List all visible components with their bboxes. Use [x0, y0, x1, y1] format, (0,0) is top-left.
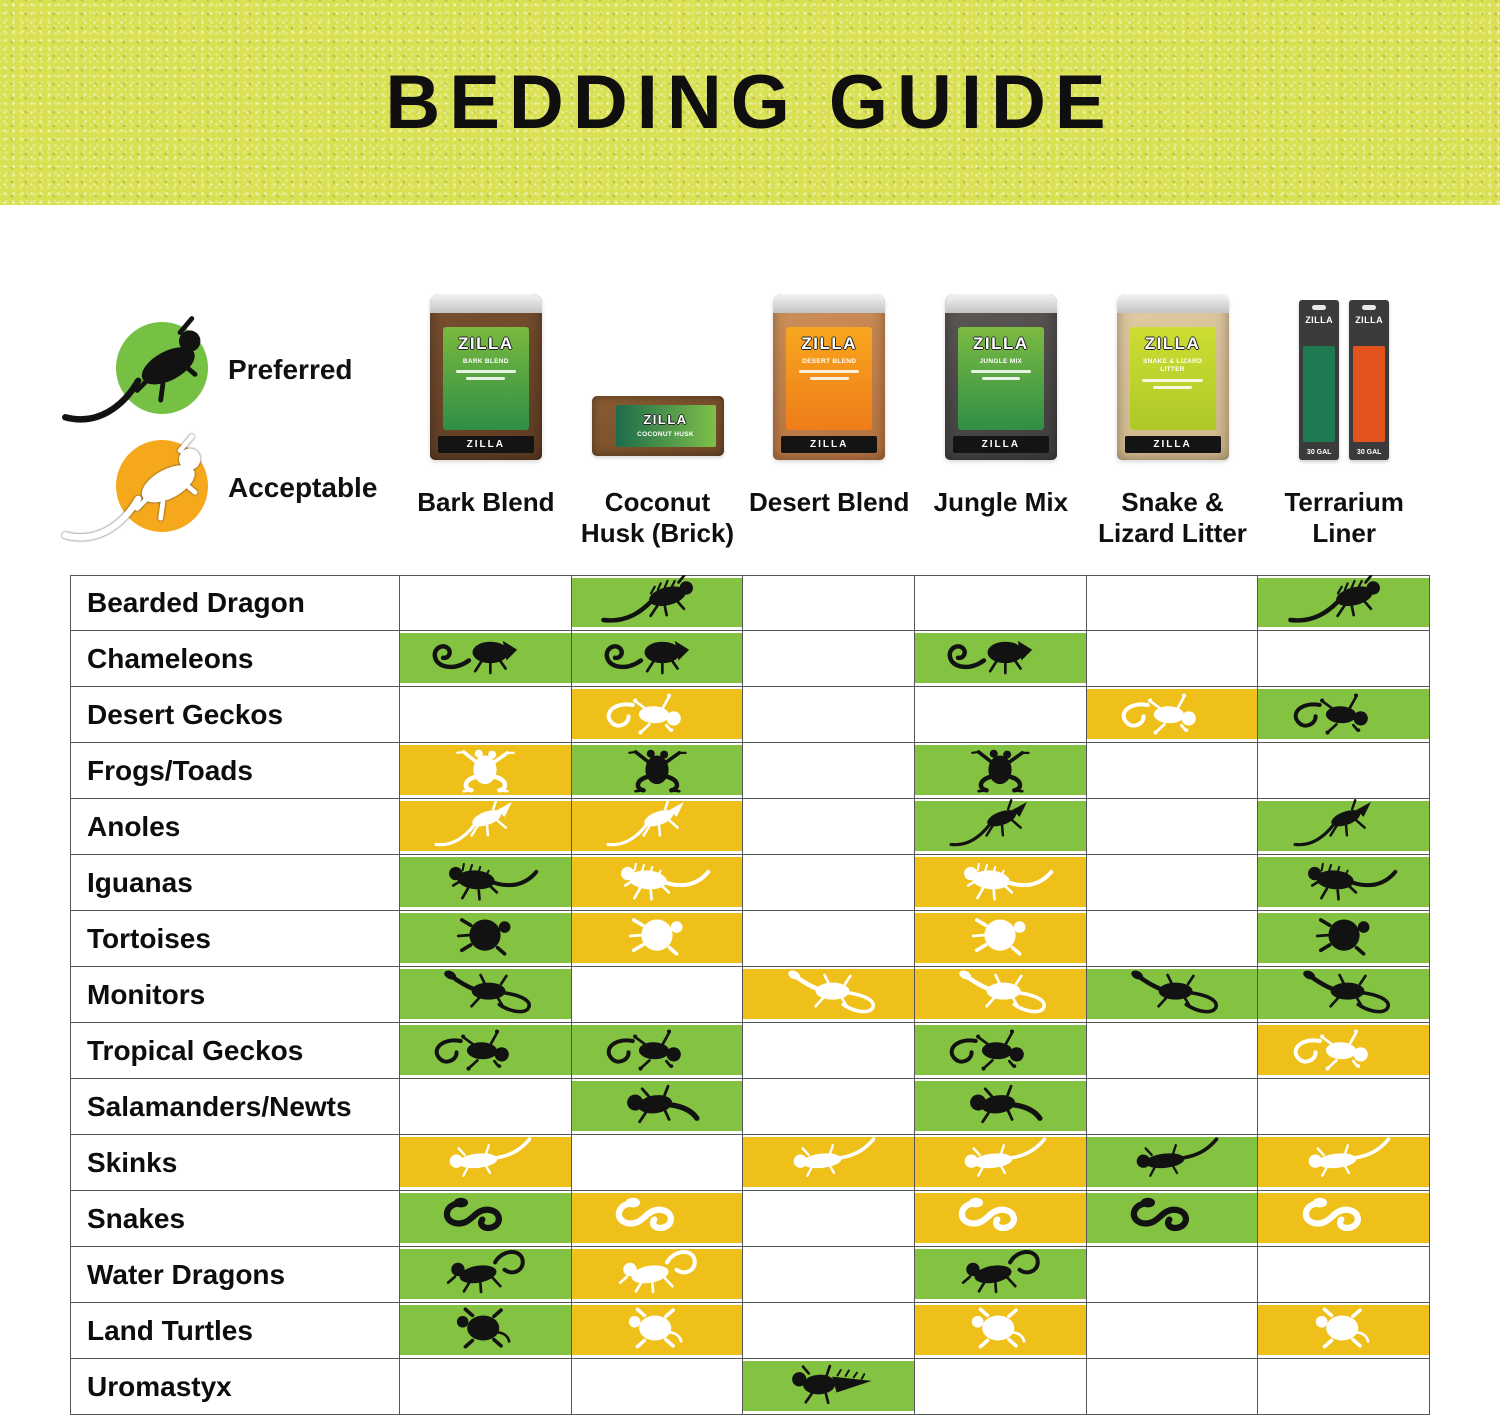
preferred-cell-fill — [400, 857, 571, 907]
preferred-cell-fill — [572, 745, 743, 795]
label-text-bar — [982, 377, 1021, 380]
acceptable-cell-fill — [1258, 1193, 1429, 1243]
preferred-cell-fill — [1258, 801, 1429, 851]
acceptable-cell-fill — [572, 1249, 743, 1299]
cell-monitors-desert-blend — [743, 967, 915, 1023]
turtle-icon — [1278, 1303, 1410, 1358]
pack-name-label: DESERT BLEND — [802, 358, 857, 365]
preferred-cell-fill — [1087, 1137, 1258, 1187]
monitor-icon — [1106, 967, 1238, 1022]
gecko-icon — [591, 687, 723, 742]
cell-tortoises-terrarium-liner — [1258, 911, 1430, 967]
preferred-cell-fill — [400, 1249, 571, 1299]
cell-water-dragons-coconut-husk-brick — [572, 1247, 744, 1303]
cell-iguanas-terrarium-liner — [1258, 855, 1430, 911]
cell-tortoises-snake-lizard-litter — [1087, 911, 1259, 967]
cell-uromastyx-snake-lizard-litter — [1087, 1359, 1259, 1415]
column-header-bark-blend: Bark Blend — [417, 487, 555, 517]
row-label-water-dragons: Water Dragons — [70, 1247, 400, 1303]
bag-crinkle-top — [430, 294, 542, 313]
cell-water-dragons-desert-blend — [743, 1247, 915, 1303]
frog-icon — [591, 743, 723, 798]
column-header-coconut-husk-brick: Coconut Husk (Brick) — [580, 487, 735, 549]
snake-icon — [591, 1191, 723, 1246]
cell-salamanders-newts-bark-blend — [400, 1079, 572, 1135]
preferred-cell-fill — [915, 745, 1086, 795]
cell-land-turtles-desert-blend — [743, 1303, 915, 1359]
zilla-wordmark: ZILLA — [466, 439, 505, 450]
page-title: BEDDING GUIDE — [385, 60, 1115, 145]
preferred-cell-fill — [400, 969, 571, 1019]
acceptable-label: Acceptable — [228, 472, 378, 503]
preferred-cell-fill — [400, 1305, 571, 1355]
cell-land-turtles-snake-lizard-litter — [1087, 1303, 1259, 1359]
bag-label — [958, 327, 1044, 430]
frog-icon — [419, 743, 551, 798]
column-header-jungle-mix: Jungle Mix — [933, 487, 1069, 517]
cell-anoles-desert-blend — [743, 799, 915, 855]
acceptable-cell-fill — [572, 801, 743, 851]
cell-bearded-dragon-coconut-husk-brick — [572, 575, 744, 631]
cell-frogs-toads-terrarium-liner — [1258, 743, 1430, 799]
cell-tropical-geckos-snake-lizard-litter — [1087, 1023, 1259, 1079]
cell-bearded-dragon-jungle-mix — [915, 575, 1087, 631]
cell-tortoises-bark-blend — [400, 911, 572, 967]
turtle-icon — [419, 1303, 551, 1358]
zilla-wordmark: ZILLA — [810, 439, 849, 450]
preferred-cell-fill — [1258, 857, 1429, 907]
cell-iguanas-coconut-husk-brick — [572, 855, 744, 911]
cell-skinks-terrarium-liner — [1258, 1135, 1430, 1191]
cell-anoles-jungle-mix — [915, 799, 1087, 855]
legend — [82, 320, 402, 556]
gecko-icon — [419, 1023, 551, 1078]
cell-anoles-bark-blend — [400, 799, 572, 855]
cell-land-turtles-bark-blend — [400, 1303, 572, 1359]
cell-monitors-terrarium-liner — [1258, 967, 1430, 1023]
water-dragon-icon — [419, 1247, 551, 1302]
cell-anoles-terrarium-liner — [1258, 799, 1430, 855]
label-text-bar — [456, 370, 516, 373]
bag-crinkle-top — [1117, 294, 1229, 313]
monitor-icon — [419, 967, 551, 1022]
acceptable-cell-fill — [400, 1137, 571, 1187]
iguana-icon — [934, 855, 1066, 910]
bearded-dragon-icon — [591, 575, 723, 630]
iguana-icon — [1278, 855, 1410, 910]
preferred-cell-fill — [1258, 578, 1429, 627]
anole-icon — [419, 799, 551, 854]
monitor-icon — [1278, 967, 1410, 1022]
cell-water-dragons-snake-lizard-litter — [1087, 1247, 1259, 1303]
cell-land-turtles-coconut-husk-brick — [572, 1303, 744, 1359]
skink-icon — [934, 1135, 1066, 1190]
preferred-cell-fill — [915, 633, 1086, 683]
zilla-wordmark: ZILLA — [973, 334, 1029, 353]
cell-skinks-desert-blend — [743, 1135, 915, 1191]
monitor-icon — [763, 967, 895, 1022]
pack-name-label: SNAKE & LIZARD LITTER — [1142, 358, 1203, 374]
preferred-cell-fill — [400, 1025, 571, 1075]
label-text-bar — [1142, 379, 1202, 382]
column-header-snake-lizard-litter: Snake & Lizard Litter — [1098, 487, 1247, 549]
cell-tortoises-jungle-mix — [915, 911, 1087, 967]
coconut-husk-brick-image — [592, 396, 724, 456]
tortoise-icon — [1278, 911, 1410, 966]
row-label-snakes: Snakes — [70, 1191, 400, 1247]
cell-frogs-toads-snake-lizard-litter — [1087, 743, 1259, 799]
acceptable-cell-fill — [915, 857, 1086, 907]
row-label-iguanas: Iguanas — [70, 855, 400, 911]
cell-anoles-snake-lizard-litter — [1087, 799, 1259, 855]
cell-iguanas-jungle-mix — [915, 855, 1087, 911]
cell-skinks-bark-blend — [400, 1135, 572, 1191]
cell-uromastyx-bark-blend — [400, 1359, 572, 1415]
cell-water-dragons-terrarium-liner — [1258, 1247, 1430, 1303]
cell-salamanders-newts-snake-lizard-litter — [1087, 1079, 1259, 1135]
preferred-cell-fill — [572, 578, 743, 627]
label-text-bar — [466, 377, 505, 380]
cell-iguanas-desert-blend — [743, 855, 915, 911]
preferred-cell-fill — [400, 913, 571, 963]
acceptable-lizard-icon — [50, 428, 250, 546]
row-label-skinks: Skinks — [70, 1135, 400, 1191]
bag-label — [443, 327, 529, 430]
preferred-cell-fill — [1087, 969, 1258, 1019]
cell-uromastyx-coconut-husk-brick — [572, 1359, 744, 1415]
row-label-frogs-toads: Frogs/Toads — [70, 743, 400, 799]
frog-icon — [934, 743, 1066, 798]
anole-icon — [591, 799, 723, 854]
cell-bearded-dragon-terrarium-liner — [1258, 575, 1430, 631]
product-coconut-husk-brick — [572, 280, 744, 460]
cell-salamanders-newts-coconut-husk-brick — [572, 1079, 744, 1135]
acceptable-cell-fill — [572, 1193, 743, 1243]
acceptable-cell-fill — [400, 801, 571, 851]
cell-snakes-desert-blend — [743, 1191, 915, 1247]
acceptable-cell-fill — [572, 857, 743, 907]
acceptable-cell-fill — [572, 913, 743, 963]
preferred-cell-fill — [572, 633, 743, 683]
acceptable-cell-fill — [1258, 1137, 1429, 1187]
turtle-icon — [591, 1303, 723, 1358]
preferred-cell-fill — [1258, 913, 1429, 963]
chameleon-icon — [934, 631, 1066, 686]
acceptable-cell-fill — [743, 969, 914, 1019]
cell-frogs-toads-desert-blend — [743, 743, 915, 799]
cell-monitors-jungle-mix — [915, 967, 1087, 1023]
gecko-icon — [1278, 687, 1410, 742]
row-label-tropical-geckos: Tropical Geckos — [70, 1023, 400, 1079]
gecko-icon — [1106, 687, 1238, 742]
preferred-cell-fill — [915, 1025, 1086, 1075]
row-label-bearded-dragon: Bearded Dragon — [70, 575, 400, 631]
title-banner — [0, 0, 1500, 205]
cell-salamanders-newts-desert-blend — [743, 1079, 915, 1135]
label-text-bar — [971, 370, 1031, 373]
bag-bottom-band — [953, 436, 1049, 453]
chameleon-icon — [591, 631, 723, 686]
cell-tropical-geckos-desert-blend — [743, 1023, 915, 1079]
cell-skinks-coconut-husk-brick — [572, 1135, 744, 1191]
cell-monitors-snake-lizard-litter — [1087, 967, 1259, 1023]
skink-icon — [1278, 1135, 1410, 1190]
product-jungle-mix — [915, 280, 1087, 460]
product-bark-blend — [400, 280, 572, 460]
skink-icon — [763, 1135, 895, 1190]
zilla-wordmark: ZILLA — [458, 334, 514, 353]
zilla-wordmark: ZILLA — [643, 412, 688, 428]
cell-tortoises-coconut-husk-brick — [572, 911, 744, 967]
preferred-cell-fill — [1258, 969, 1429, 1019]
row-label-monitors: Monitors — [70, 967, 400, 1023]
acceptable-cell-fill — [572, 689, 743, 739]
label-text-bar — [810, 377, 849, 380]
row-label-uromastyx: Uromastyx — [70, 1359, 400, 1415]
bag-bottom-band — [781, 436, 877, 453]
acceptable-cell-fill — [915, 1305, 1086, 1355]
preferred-cell-fill — [572, 1081, 743, 1131]
liner-box — [1349, 300, 1389, 460]
snake-icon — [419, 1191, 551, 1246]
cell-frogs-toads-bark-blend — [400, 743, 572, 799]
pack-name-label: COCONUT HUSK — [637, 431, 694, 439]
cell-chameleons-bark-blend — [400, 631, 572, 687]
zilla-wordmark: ZILLA — [801, 334, 857, 353]
cell-iguanas-bark-blend — [400, 855, 572, 911]
products-row — [400, 280, 1430, 460]
cell-skinks-snake-lizard-litter — [1087, 1135, 1259, 1191]
tortoise-icon — [419, 911, 551, 966]
cell-tropical-geckos-terrarium-liner — [1258, 1023, 1430, 1079]
row-label-chameleons: Chameleons — [70, 631, 400, 687]
acceptable-cell-fill — [915, 1137, 1086, 1187]
preferred-cell-fill — [915, 1081, 1086, 1131]
cell-desert-geckos-jungle-mix — [915, 687, 1087, 743]
snake-icon — [1278, 1191, 1410, 1246]
cell-salamanders-newts-jungle-mix — [915, 1079, 1087, 1135]
cell-frogs-toads-jungle-mix — [915, 743, 1087, 799]
pack-name-label: JUNGLE MIX — [979, 358, 1023, 365]
skink-icon — [419, 1135, 551, 1190]
liner-box — [1299, 300, 1339, 460]
liner-size-label: 30 GAL — [1306, 449, 1332, 456]
bag-label — [786, 327, 872, 430]
hang-tab — [1362, 305, 1376, 310]
cell-iguanas-snake-lizard-litter — [1087, 855, 1259, 911]
anole-icon — [934, 799, 1066, 854]
preferred-cell-fill — [1087, 1193, 1258, 1243]
bag-bottom-band — [1125, 436, 1221, 453]
cell-desert-geckos-bark-blend — [400, 687, 572, 743]
pack-name-label: BARK BLEND — [462, 358, 509, 365]
preferred-lizard-icon — [50, 310, 250, 428]
bark-blend-bag-image — [430, 294, 542, 460]
cell-chameleons-desert-blend — [743, 631, 915, 687]
snake-icon — [1106, 1191, 1238, 1246]
cell-chameleons-snake-lizard-litter — [1087, 631, 1259, 687]
snake-lizard-litter-bag-image — [1117, 294, 1229, 460]
salamander-icon — [591, 1079, 723, 1134]
cell-desert-geckos-coconut-husk-brick — [572, 687, 744, 743]
label-text-bar — [799, 370, 859, 373]
anole-icon — [1278, 799, 1410, 854]
column-headers — [400, 487, 1430, 549]
cell-salamanders-newts-terrarium-liner — [1258, 1079, 1430, 1135]
zilla-wordmark: ZILLA — [981, 439, 1020, 450]
bag-crinkle-top — [945, 294, 1057, 313]
preferred-cell-fill — [743, 1361, 914, 1411]
acceptable-cell-fill — [915, 1193, 1086, 1243]
acceptable-cell-fill — [1258, 1025, 1429, 1075]
hang-tab — [1312, 305, 1326, 310]
preferred-cell-fill — [400, 1193, 571, 1243]
cell-chameleons-coconut-husk-brick — [572, 631, 744, 687]
product-terrarium-liner — [1258, 280, 1430, 460]
iguana-icon — [419, 855, 551, 910]
cell-tortoises-desert-blend — [743, 911, 915, 967]
acceptable-cell-fill — [915, 969, 1086, 1019]
gecko-icon — [1278, 1023, 1410, 1078]
cell-tropical-geckos-jungle-mix — [915, 1023, 1087, 1079]
preferred-cell-fill — [915, 801, 1086, 851]
zilla-wordmark: ZILLA — [1355, 315, 1384, 325]
legend-preferred — [82, 320, 402, 422]
cell-tropical-geckos-coconut-husk-brick — [572, 1023, 744, 1079]
zilla-wordmark: ZILLA — [1144, 334, 1201, 353]
row-label-anoles: Anoles — [70, 799, 400, 855]
label-text-bar — [1153, 386, 1192, 389]
cell-uromastyx-jungle-mix — [915, 1359, 1087, 1415]
liner-color-panel — [1303, 346, 1335, 442]
skink-icon — [1106, 1135, 1238, 1190]
cell-chameleons-terrarium-liner — [1258, 631, 1430, 687]
tortoise-icon — [934, 911, 1066, 966]
cell-land-turtles-terrarium-liner — [1258, 1303, 1430, 1359]
cell-tropical-geckos-bark-blend — [400, 1023, 572, 1079]
cell-desert-geckos-snake-lizard-litter — [1087, 687, 1259, 743]
acceptable-cell-fill — [915, 913, 1086, 963]
product-desert-blend — [743, 280, 915, 460]
jungle-mix-bag-image — [945, 294, 1057, 460]
cell-bearded-dragon-snake-lizard-litter — [1087, 575, 1259, 631]
cell-snakes-jungle-mix — [915, 1191, 1087, 1247]
salamander-icon — [934, 1079, 1066, 1134]
monitor-icon — [934, 967, 1066, 1022]
acceptable-cell-fill — [743, 1137, 914, 1187]
column-header-desert-blend: Desert Blend — [748, 487, 910, 517]
tortoise-icon — [591, 911, 723, 966]
water-dragon-icon — [591, 1247, 723, 1302]
terrarium-liner-boxes-image — [1299, 300, 1389, 460]
cell-land-turtles-jungle-mix — [915, 1303, 1087, 1359]
cell-anoles-coconut-husk-brick — [572, 799, 744, 855]
liner-size-label: 30 GAL — [1356, 449, 1382, 456]
snake-icon — [934, 1191, 1066, 1246]
liner-color-panel — [1353, 346, 1385, 442]
cell-desert-geckos-terrarium-liner — [1258, 687, 1430, 743]
cell-bearded-dragon-desert-blend — [743, 575, 915, 631]
gecko-icon — [591, 1023, 723, 1078]
desert-blend-bag-image — [773, 294, 885, 460]
bedding-table — [70, 575, 1430, 1415]
cell-desert-geckos-desert-blend — [743, 687, 915, 743]
water-dragon-icon — [934, 1247, 1066, 1302]
bag-crinkle-top — [773, 294, 885, 313]
acceptable-cell-fill — [1087, 689, 1258, 739]
column-header-terrarium-liner: Terrarium Liner — [1284, 487, 1404, 549]
preferred-cell-fill — [572, 1025, 743, 1075]
cell-water-dragons-jungle-mix — [915, 1247, 1087, 1303]
bearded-dragon-icon — [1278, 575, 1410, 630]
iguana-icon — [591, 855, 723, 910]
uromastyx-icon — [763, 1359, 895, 1414]
row-label-desert-geckos: Desert Geckos — [70, 687, 400, 743]
preferred-cell-fill — [1258, 689, 1429, 739]
zilla-wordmark: ZILLA — [1305, 315, 1334, 325]
preferred-label: Preferred — [228, 354, 353, 385]
cell-snakes-coconut-husk-brick — [572, 1191, 744, 1247]
row-label-land-turtles: Land Turtles — [70, 1303, 400, 1359]
acceptable-cell-fill — [572, 1305, 743, 1355]
cell-monitors-bark-blend — [400, 967, 572, 1023]
cell-skinks-jungle-mix — [915, 1135, 1087, 1191]
cell-uromastyx-desert-blend — [743, 1359, 915, 1415]
legend-acceptable — [82, 438, 402, 540]
preferred-cell-fill — [915, 1249, 1086, 1299]
row-label-salamanders-newts: Salamanders/Newts — [70, 1079, 400, 1135]
cell-snakes-terrarium-liner — [1258, 1191, 1430, 1247]
cell-monitors-coconut-husk-brick — [572, 967, 744, 1023]
chameleon-icon — [419, 631, 551, 686]
cell-uromastyx-terrarium-liner — [1258, 1359, 1430, 1415]
turtle-icon — [934, 1303, 1066, 1358]
acceptable-cell-fill — [1258, 1305, 1429, 1355]
brick-label — [616, 405, 716, 447]
row-label-tortoises: Tortoises — [70, 911, 400, 967]
cell-frogs-toads-coconut-husk-brick — [572, 743, 744, 799]
gecko-icon — [934, 1023, 1066, 1078]
preferred-cell-fill — [400, 633, 571, 683]
cell-snakes-snake-lizard-litter — [1087, 1191, 1259, 1247]
zilla-wordmark: ZILLA — [1153, 439, 1192, 450]
cell-snakes-bark-blend — [400, 1191, 572, 1247]
bag-bottom-band — [438, 436, 534, 453]
cell-chameleons-jungle-mix — [915, 631, 1087, 687]
acceptable-cell-fill — [400, 745, 571, 795]
product-snake-lizard-litter — [1087, 280, 1259, 460]
cell-water-dragons-bark-blend — [400, 1247, 572, 1303]
cell-bearded-dragon-bark-blend — [400, 575, 572, 631]
bag-label — [1130, 327, 1216, 430]
